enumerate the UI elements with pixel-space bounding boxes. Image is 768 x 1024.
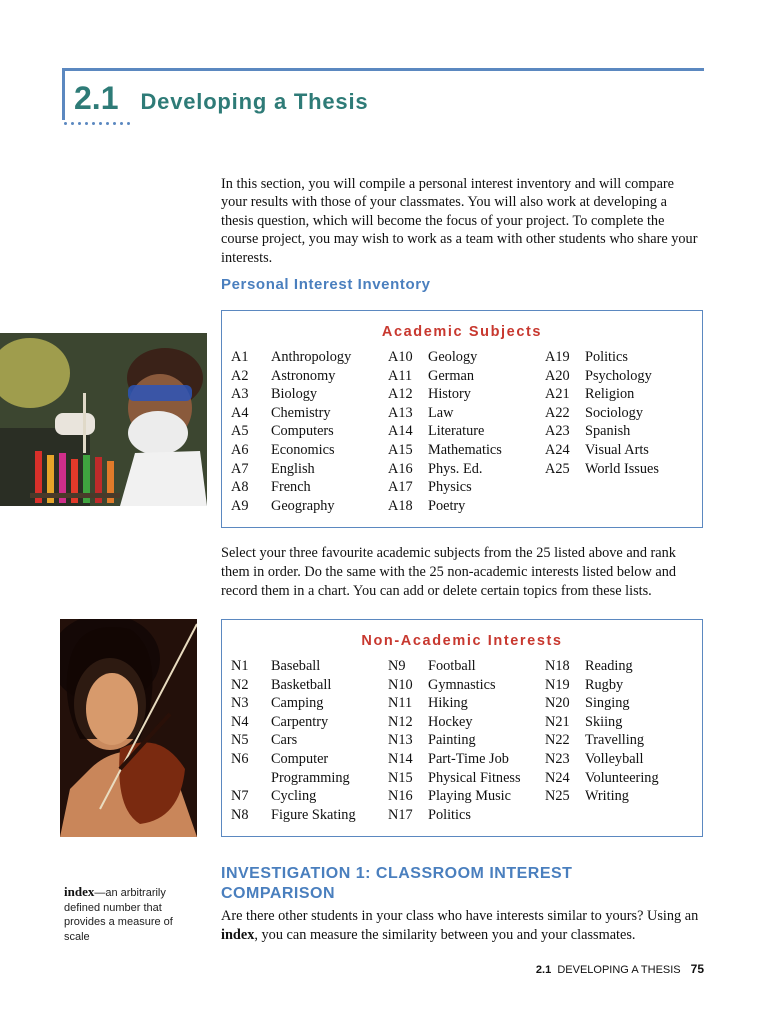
investigation-heading: [221, 864, 572, 904]
item-label: Mathematics: [428, 441, 502, 458]
list-item: [545, 348, 702, 367]
item-code: A12: [388, 386, 413, 403]
item-code: A21: [545, 386, 570, 403]
item-code: A14: [388, 423, 413, 440]
item-label: Playing Music: [428, 788, 512, 805]
top-rule-left: [62, 68, 65, 120]
item-code: N23: [545, 750, 570, 767]
item-label: Sociology: [585, 404, 643, 421]
list-item: [388, 367, 545, 386]
item-code: N8: [231, 806, 249, 823]
item-label: Economics: [271, 441, 335, 458]
item-label: French: [271, 479, 311, 496]
item-code: N20: [545, 695, 570, 712]
list-item: [388, 460, 545, 479]
scientist-photo-illustration: [0, 333, 207, 506]
section-title: Developing a Thesis: [140, 89, 369, 114]
item-label: Travelling: [585, 732, 645, 749]
list-item: [388, 769, 545, 788]
list-item: [545, 460, 702, 479]
list-item: [231, 348, 388, 367]
item-label: Figure Skating: [271, 806, 356, 823]
list-item: [388, 731, 545, 750]
item-code: A23: [545, 423, 570, 440]
item-code: N22: [545, 732, 570, 749]
item-code: A5: [231, 423, 249, 440]
item-code: A7: [231, 460, 249, 477]
academic-column: [388, 348, 545, 515]
non-academic-interests-title: Non-Academic Interests: [361, 633, 563, 649]
glossary-term: index: [64, 884, 95, 899]
item-label: German: [428, 367, 475, 384]
item-code: N3: [231, 695, 249, 712]
item-code: [231, 769, 271, 788]
list-item: [545, 694, 702, 713]
list-item: [231, 478, 388, 497]
item-code: A22: [545, 404, 570, 421]
violinist-photo: [60, 619, 197, 837]
list-item: [545, 676, 702, 695]
item-label: World Issues: [585, 460, 659, 477]
academic-column: [231, 348, 388, 515]
list-item: [388, 694, 545, 713]
list-item: [545, 367, 702, 386]
item-label: Skiing: [585, 713, 623, 730]
list-item: [388, 676, 545, 695]
item-label: Rugby: [585, 676, 624, 693]
list-item: [231, 806, 388, 825]
dotted-rule: [64, 122, 130, 125]
item-label: English: [271, 460, 315, 477]
list-item: [231, 441, 388, 460]
list-item: [388, 478, 545, 497]
glossary-definition: —an arbitrarily defined number that provides a measure of scale: [64, 887, 173, 943]
item-code: A24: [545, 441, 570, 458]
item-code: N15: [388, 769, 413, 786]
item-code: N4: [231, 713, 249, 730]
item-label: Physical Fitness: [428, 769, 521, 786]
list-item: [231, 367, 388, 386]
list-item: [388, 806, 545, 825]
list-item: [388, 787, 545, 806]
list-item: [231, 657, 388, 676]
item-label: Law: [428, 404, 454, 421]
item-label: Basketball: [271, 676, 332, 693]
non-academic-column: [545, 657, 702, 824]
item-code: N6: [231, 750, 249, 767]
item-code: A20: [545, 367, 570, 384]
item-label: Volleyball: [585, 750, 644, 767]
item-label: Hockey: [428, 713, 473, 730]
list-item: [231, 731, 388, 750]
item-label: Computers: [271, 423, 334, 440]
investigation-body-text: Are there other students in your class who have interests similar to yours? Using an: [221, 908, 699, 924]
item-code: N16: [388, 788, 413, 805]
section-heading: [74, 80, 368, 120]
list-item: [388, 657, 545, 676]
list-item: [545, 731, 702, 750]
list-item: [545, 769, 702, 788]
item-code: A2: [231, 367, 249, 384]
item-label: Baseball: [271, 658, 321, 674]
item-code: N21: [545, 713, 570, 730]
item-code: N7: [231, 788, 249, 805]
item-code: N10: [388, 676, 413, 693]
item-label: History: [428, 386, 471, 403]
academic-subjects-title: Academic Subjects: [381, 324, 543, 340]
section-number: 2.1: [74, 80, 119, 116]
inventory-heading: Personal Interest Inventory: [221, 276, 431, 293]
item-label: Cars: [271, 732, 298, 749]
list-item: [231, 713, 388, 732]
non-academic-column: [231, 657, 388, 824]
academic-subjects-box: [221, 310, 703, 528]
item-code: A18: [388, 497, 413, 514]
list-item: [231, 676, 388, 695]
item-code: N14: [388, 750, 413, 767]
item-label: Biology: [271, 386, 318, 403]
academic-column: [545, 348, 702, 515]
item-label: Camping: [271, 695, 324, 712]
item-label: Psychology: [585, 367, 652, 384]
list-item: [388, 441, 545, 460]
top-rule: [62, 68, 704, 71]
list-item: [388, 497, 545, 516]
item-code: A9: [231, 497, 249, 514]
list-item: [545, 441, 702, 460]
list-item: [545, 713, 702, 732]
item-code: A11: [388, 367, 413, 384]
item-code: A10: [388, 349, 413, 365]
intro-paragraph: In this section, you will compile a personal interest inventory and will compare your results with those of your classmates. You will also work at developing a thesis question, which will become the focus of your project. To complete the course project, you may wish to work as a team with other students who share your interests.: [221, 176, 698, 266]
list-item: [231, 497, 388, 516]
item-label: Anthropology: [271, 349, 352, 365]
item-code: N2: [231, 676, 249, 693]
list-item: [545, 787, 702, 806]
item-code: A25: [545, 460, 570, 477]
item-code: A15: [388, 441, 413, 458]
item-code: A13: [388, 404, 413, 421]
item-code: N13: [388, 732, 413, 749]
item-label: Chemistry: [271, 404, 331, 421]
list-item: [231, 460, 388, 479]
page-number: 75: [690, 962, 704, 976]
scientist-photo: [0, 333, 207, 506]
list-item: [388, 404, 545, 423]
item-label: Computer: [271, 750, 329, 767]
list-item: [231, 769, 388, 788]
item-label: Astronomy: [271, 367, 336, 384]
item-label: Phys. Ed.: [428, 460, 483, 477]
item-code: A1: [231, 349, 249, 365]
item-label: Cycling: [271, 788, 317, 805]
item-code: N9: [388, 658, 406, 674]
item-code: A4: [231, 404, 249, 421]
item-code: N5: [231, 732, 249, 749]
non-academic-column: [388, 657, 545, 824]
item-label: Literature: [428, 423, 485, 440]
investigation-heading-line-2: COMPARISON: [221, 885, 336, 902]
list-item: [231, 404, 388, 423]
list-item: [388, 348, 545, 367]
item-label: Visual Arts: [585, 441, 649, 458]
item-label: Singing: [585, 695, 630, 712]
list-item: [231, 422, 388, 441]
investigation-body-text-end: , you can measure the similarity between you and your classmates.: [254, 927, 636, 943]
item-code: N24: [545, 769, 570, 786]
item-label: Politics: [585, 349, 628, 365]
item-label: Spanish: [585, 423, 631, 440]
list-item: [545, 422, 702, 441]
item-code: A3: [231, 386, 249, 403]
item-label: Football: [428, 658, 476, 674]
item-code: N19: [545, 676, 570, 693]
item-code: A8: [231, 479, 249, 496]
list-item: [231, 385, 388, 404]
item-code: N12: [388, 713, 413, 730]
item-code: N18: [545, 658, 570, 674]
item-label: Hiking: [428, 695, 468, 712]
item-label: Physics: [428, 479, 472, 496]
glossary-note: [64, 885, 194, 944]
item-label: Religion: [585, 386, 635, 403]
item-code: N17: [388, 806, 413, 823]
item-label: Volunteering: [585, 769, 659, 786]
footer-section-title: DEVELOPING A THESIS: [557, 964, 681, 976]
item-code: N25: [545, 788, 570, 805]
item-label: Gymnastics: [428, 676, 496, 693]
list-item: [545, 657, 702, 676]
selection-instructions: Select your three favourite academic subjects from the 25 listed above and rank them in order. Do the same with the 25 non-academic interests listed below and record them in a chart. You can add or delete certain topics from these lists.: [221, 545, 676, 599]
item-code: N11: [388, 695, 413, 712]
item-label: Part-Time Job: [428, 750, 509, 767]
list-item: [231, 694, 388, 713]
item-label: Programming: [271, 769, 350, 786]
list-item: [388, 385, 545, 404]
list-item: [388, 713, 545, 732]
list-item: [388, 750, 545, 769]
item-code: A17: [388, 479, 413, 496]
list-item: [388, 422, 545, 441]
item-code: A16: [388, 460, 413, 477]
item-label: Geography: [271, 497, 335, 514]
item-code: A19: [545, 349, 570, 365]
investigation-heading-line-1: INVESTIGATION 1: CLASSROOM INTEREST: [221, 865, 573, 882]
list-item: [545, 385, 702, 404]
index-term: index: [221, 927, 255, 943]
item-code: A6: [231, 441, 249, 458]
page-footer: [536, 962, 704, 976]
item-label: Politics: [428, 806, 471, 823]
non-academic-columns: [222, 657, 702, 824]
list-item: [231, 750, 388, 769]
list-item: [545, 404, 702, 423]
item-label: Reading: [585, 658, 633, 674]
item-label: Geology: [428, 349, 478, 365]
footer-section-number: 2.1: [535, 964, 552, 976]
item-label: Painting: [428, 732, 476, 749]
list-item: [545, 750, 702, 769]
item-label: Carpentry: [271, 713, 329, 730]
investigation-body: [221, 907, 701, 945]
non-academic-interests-box: [221, 619, 703, 837]
item-label: Poetry: [428, 497, 466, 514]
violinist-photo-illustration: [60, 619, 197, 837]
item-label: Writing: [585, 788, 629, 805]
academic-columns: [222, 348, 702, 515]
list-item: [231, 787, 388, 806]
item-code: N1: [231, 658, 249, 674]
